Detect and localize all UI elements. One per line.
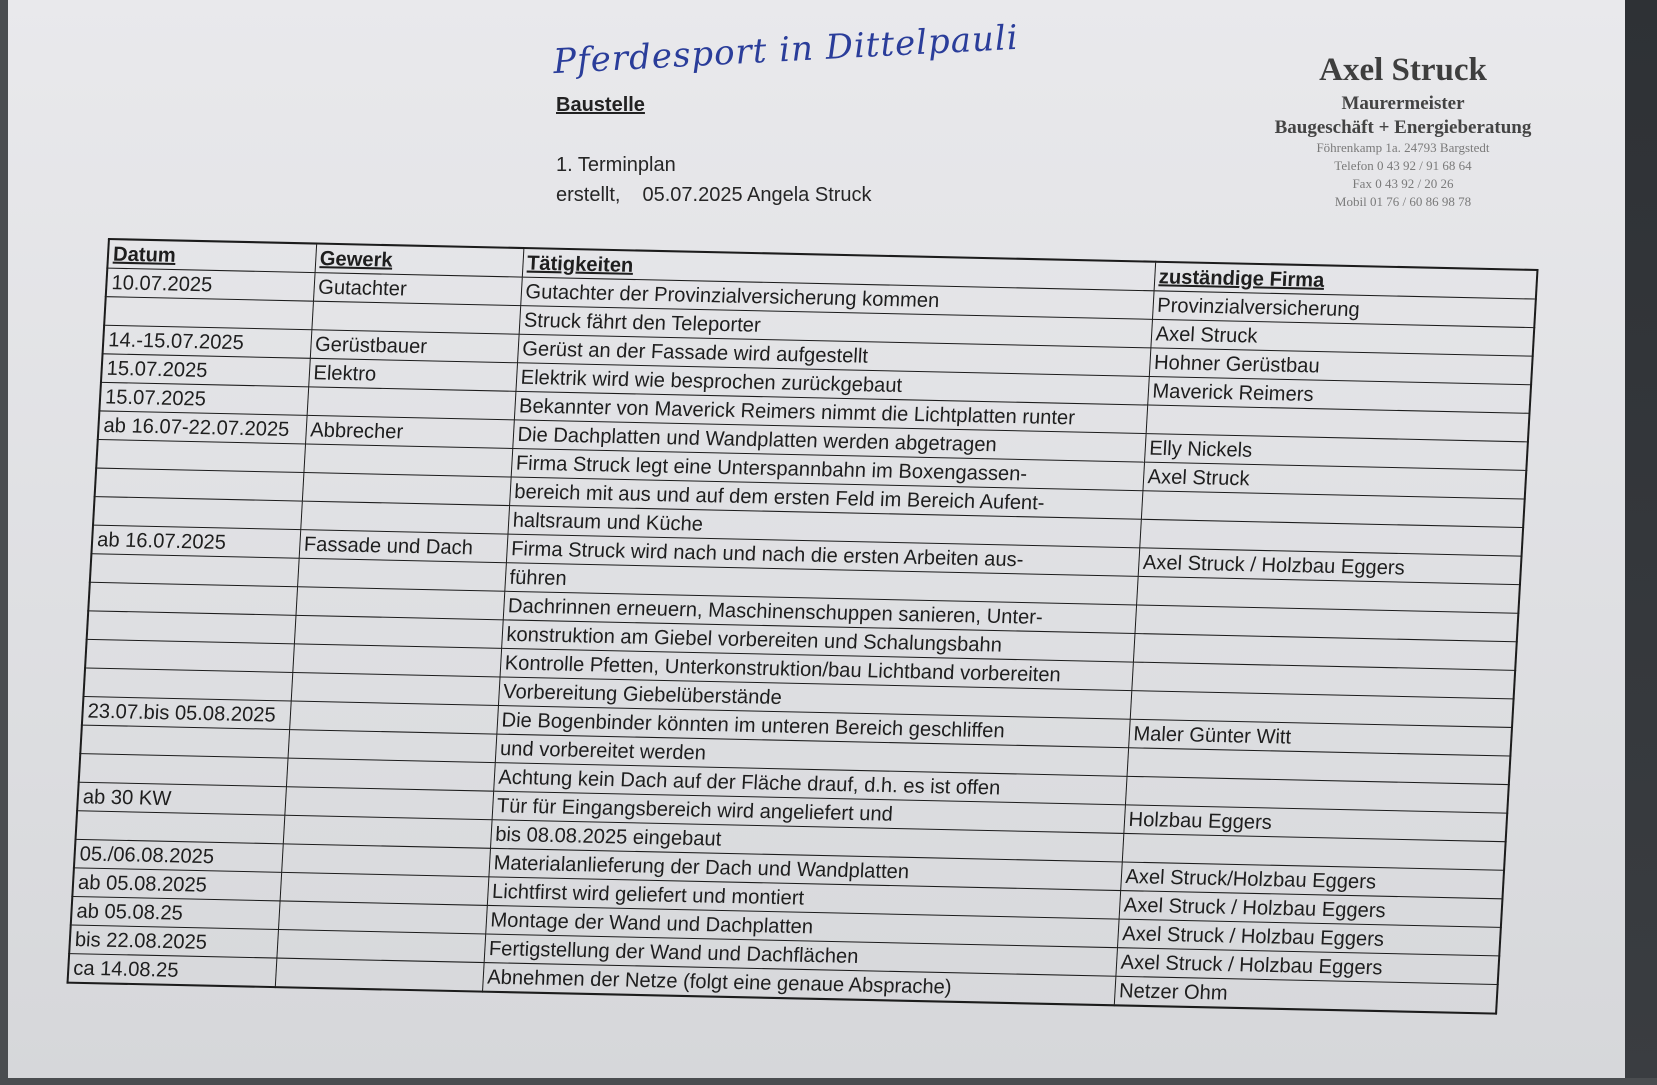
cell-firm: Maverick Reimers [1147,376,1531,413]
header-date: Datum [107,239,316,273]
cell-firm: Maler Günter Witt [1128,719,1512,756]
cell-firm: Axel Struck / Holzbau Eggers [1119,891,1503,928]
cell-date: 14.-15.07.2025 [103,325,312,358]
cell-task: Die Bogenbinder könnten im unteren Bereich geschliffen [496,705,1129,747]
header-trade: Gewerk [315,244,524,278]
cell-trade [286,758,495,791]
header-firm: zuständige Firma [1154,262,1538,299]
cell-trade [295,587,504,620]
cell-task: Montage der Wand und Dachplatten [485,905,1118,947]
cell-date: 15.07.2025 [101,354,310,387]
cell-trade [275,958,484,992]
cell-task: Kontrolle Pfetten, Unterkonstruktion/bau Lichtband vorbereiten [500,648,1133,690]
schedule-sheet [63,238,1537,1085]
site-label: Baustelle [556,94,645,116]
cell-trade: Elektro [308,358,517,391]
cell-date [96,439,305,472]
cell-task: Firma Struck wird nach und nach die ersten Arbeiten aus- [506,534,1139,576]
cell-trade [283,815,492,848]
cell-trade [276,929,485,962]
cell-trade: Abbrecher [305,415,514,448]
created-label: erstellt, [556,184,621,206]
cell-firm: Axel Struck / Holzbau Eggers [1138,548,1522,585]
cell-task: Achtung kein Dach auf der Fläche drauf, d.h. es ist offen [493,763,1126,805]
cell-trade [297,558,506,591]
cell-firm: Axel Struck/Holzbau Eggers [1120,862,1504,899]
cell-trade [311,301,520,334]
cell-trade [294,615,503,648]
cell-task: Dachrinnen erneuern, Maschinenschuppen sanieren, Unter- [503,591,1136,633]
cell-firm: Elly Nickels [1144,434,1528,471]
cell-trade [302,473,511,506]
cell-date: ab 16.07-22.07.2025 [98,411,307,444]
cell-trade [291,672,500,705]
cell-task: Struck fährt den Teleporter [519,306,1152,348]
company-address: Föhrenkamp 1a. 24793 Bargstedt [1316,140,1490,155]
cell-task: Tür für Eingangsbereich wird angeliefert und [492,791,1125,833]
cell-trade [300,501,509,534]
cell-trade [307,387,516,420]
cell-task: Lichtfirst wird geliefert und montiert [487,877,1120,919]
plan-title: 1. Terminplan [556,154,676,176]
cell-date [79,754,288,787]
handwritten-note: Pferdesport in Dittelpauli [552,17,1020,83]
plan-meta [556,184,872,207]
cell-task: konstruktion am Giebel vorbereiten und Schalungsbahn [501,620,1134,662]
cell-date [83,668,292,701]
cell-firm: Axel Struck [1142,462,1526,499]
cell-task: und vorbereitet werden [495,734,1128,776]
paper-sheet [8,0,1628,1078]
cell-date: ab 16.07.2025 [91,525,300,558]
cell-trade [289,701,498,734]
cell-trade: Gerüstbauer [310,330,519,363]
cell-trade [303,444,512,477]
cell-task: Vorbereitung Giebelüberstände [498,677,1131,719]
company-trade: Baugeschäft + Energieberatung [1274,117,1532,138]
cell-date: ab 05.08.25 [71,896,280,929]
cell-date: 15.07.2025 [99,382,308,415]
cell-trade [288,730,497,763]
cell-firm: Axel Struck [1150,319,1534,356]
created-value: 05.07.2025 Angela Struck [642,184,872,206]
cell-task: führen [504,563,1137,605]
cell-trade [284,787,493,820]
cell-trade [280,872,489,905]
company-phone: Telefon 0 43 92 / 91 68 64 [1334,158,1472,173]
cell-date: 23.07.bis 05.08.2025 [82,697,291,730]
cell-task: Gerüst an der Fassade wird aufgestellt [517,334,1150,376]
cell-date [104,297,313,330]
desk-background [1625,0,1657,1078]
company-fax: Fax 0 43 92 / 20 26 [1352,176,1454,191]
cell-firm: Axel Struck / Holzbau Eggers [1117,919,1501,956]
cell-firm: Hohner Gerüstbau [1149,348,1533,385]
cell-trade [278,901,487,934]
cell-trade: Gutachter [313,273,522,306]
cell-date [90,554,299,587]
cell-task: Fertigstellung der Wand und Dachflächen [484,934,1117,976]
cell-date [88,582,297,615]
cell-date [95,468,304,501]
company-mobile: Mobil 01 76 / 60 86 98 78 [1334,194,1472,209]
cell-task: Materialanlieferung der Dach und Wandplatten [488,848,1121,890]
cell-task: bereich mit aus und auf dem ersten Feld im Bereich Aufent- [509,477,1142,519]
cell-date: bis 22.08.2025 [69,925,278,958]
cell-task: Bekannter von Maverick Reimers nimmt die Lichtplatten runter [514,391,1147,433]
cell-date [76,811,285,844]
cell-task: haltsraum und Küche [507,506,1140,548]
cell-date: ab 30 KW [77,782,286,815]
cell-task: Gutachter der Provinzialversicherung kommen [520,277,1153,319]
cell-trade: Fassade und Dach [299,530,508,563]
cell-task: bis 08.08.2025 eingebaut [490,820,1123,862]
schedule-rows [68,268,1536,1013]
cell-date: ca 14.08.25 [68,954,277,988]
cell-trade [281,844,490,877]
cell-task: Elektrik wird wie besprochen zurückgebaut [515,363,1148,405]
cell-firm: Axel Struck / Holzbau Eggers [1115,948,1499,985]
cell-firm: Provinzialversicherung [1152,291,1536,328]
cell-date [93,497,302,530]
schedule-table [66,238,1538,1015]
cell-date: 10.07.2025 [106,268,315,301]
company-title: Maurermeister [1341,93,1465,114]
cell-task: Abnehmen der Netze (folgt eine genaue Absprache) [482,963,1115,1006]
cell-task: Firma Struck legt eine Unterspannbahn im Boxengassen- [511,448,1144,490]
cell-date [80,725,289,758]
company-letterhead [1253,52,1553,211]
cell-date: 05./06.08.2025 [74,839,283,872]
header-tasks: Tätigkeiten [522,248,1155,291]
cell-firm: Holzbau Eggers [1123,805,1507,842]
company-name: Axel Struck [1319,52,1487,88]
cell-date: ab 05.08.2025 [72,868,281,901]
cell-date [87,611,296,644]
cell-date [85,639,294,672]
cell-task: Die Dachplatten und Wandplatten werden abgetragen [512,420,1145,462]
cell-trade [292,644,501,677]
cell-firm: Netzer Ohm [1114,976,1498,1013]
